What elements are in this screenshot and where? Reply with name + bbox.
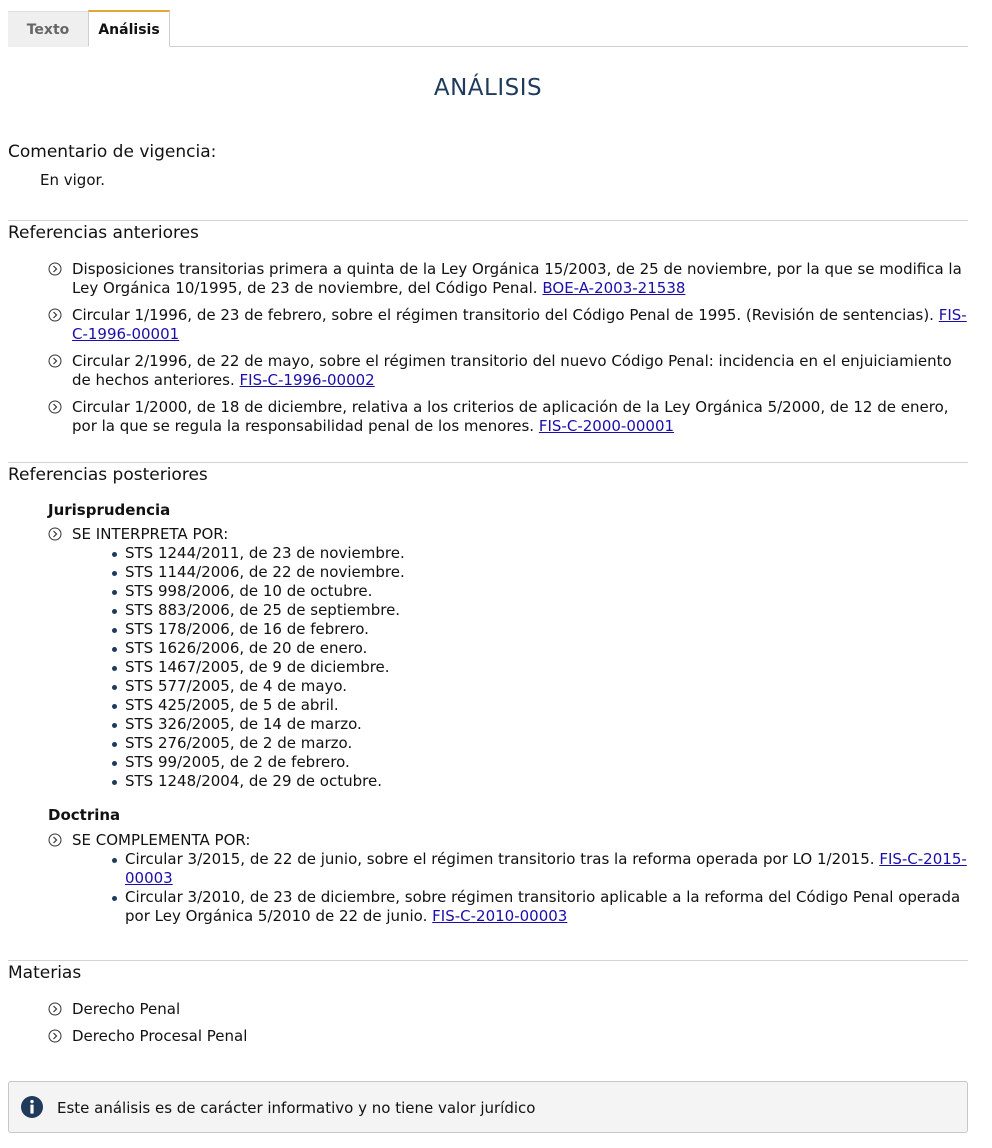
sentencia-item: STS 883/2006, de 25 de septiembre. xyxy=(112,601,968,620)
sentencia-item: STS 1244/2011, de 23 de noviembre. xyxy=(112,544,968,563)
list-item xyxy=(48,260,968,298)
sentencia-item: STS 276/2005, de 2 de marzo. xyxy=(112,734,968,753)
section-title: Referencias posteriores xyxy=(8,465,208,485)
chevron-circle-icon xyxy=(48,262,62,276)
section-title: Referencias anteriores xyxy=(8,223,199,243)
reference-text: Disposiciones transitorias primera a quinta de la Ley Orgánica 15/2003, de 25 de noviembre, por la que se modifica la Ley Orgánica 10/1995, de 23 de noviembre, del Código Penal. xyxy=(72,260,962,297)
referencias-anteriores-list xyxy=(8,260,968,436)
section-referencias-posteriores xyxy=(8,462,968,926)
section-title: Materias xyxy=(8,963,82,983)
chevron-circle-icon xyxy=(48,308,62,322)
list-item xyxy=(48,831,968,926)
list-item xyxy=(48,1000,968,1019)
list-item xyxy=(48,1027,968,1046)
sentencia-item: STS 99/2005, de 2 de febrero. xyxy=(112,753,968,772)
sentencias-list xyxy=(72,544,968,791)
doctrina-text: Circular 3/2015, de 22 de junio, sobre el régimen transitorio tras la reforma operada por LO 1/2015. xyxy=(125,850,875,868)
section-materias xyxy=(8,960,968,1046)
vigencia-value: En vigor. xyxy=(40,171,106,189)
sentencia-item: STS 577/2005, de 4 de mayo. xyxy=(112,677,968,696)
tab-bar xyxy=(8,0,968,47)
list-item xyxy=(48,398,968,436)
sentencia-item: STS 1248/2004, de 29 de octubre. xyxy=(112,772,968,791)
reference-text: Circular 1/1996, de 23 de febrero, sobre el régimen transitorio del Código Penal de 1995. (Revisión de sentencias). xyxy=(72,306,934,324)
chevron-circle-icon xyxy=(48,1029,62,1043)
list-item xyxy=(48,306,968,344)
section-referencias-anteriores xyxy=(8,220,968,436)
jurisprudencia-list xyxy=(8,525,968,791)
list-item xyxy=(112,850,968,888)
materias-list xyxy=(8,1000,968,1046)
materia-label: Derecho Penal xyxy=(72,1000,181,1018)
chevron-circle-icon xyxy=(48,833,62,847)
relation-label: SE INTERPRETA POR: xyxy=(72,525,229,543)
sentencia-item: STS 1626/2006, de 20 de enero. xyxy=(112,639,968,658)
doctrina-link[interactable]: FIS-C-2010-00003 xyxy=(432,907,568,925)
vigencia-label: Comentario de vigencia: xyxy=(8,142,217,162)
reference-link[interactable]: BOE-A-2003-21538 xyxy=(542,279,686,297)
info-icon xyxy=(20,1095,44,1119)
jurisprudencia-heading: Jurisprudencia xyxy=(48,501,171,519)
doctrina-link[interactable]: FIS-C-2015-00003 xyxy=(125,850,967,887)
notice-text: Este análisis es de carácter informativo y no tiene valor jurídico xyxy=(57,1099,536,1117)
circulares-list xyxy=(72,850,968,926)
sentencia-item: STS 998/2006, de 10 de octubre. xyxy=(112,582,968,601)
reference-link[interactable]: FIS-C-2000-00001 xyxy=(538,417,675,435)
page-title: ANÁLISIS xyxy=(433,75,543,101)
tab-texto[interactable]: Texto xyxy=(8,11,88,47)
sentencia-item: STS 1144/2006, de 22 de noviembre. xyxy=(112,563,968,582)
list-item xyxy=(48,352,968,390)
relation-label: SE COMPLEMENTA POR: xyxy=(72,831,251,849)
chevron-circle-icon xyxy=(48,1002,62,1016)
reference-link[interactable]: FIS-C-1996-00001 xyxy=(72,306,967,343)
page-container xyxy=(8,0,968,1117)
chevron-circle-icon xyxy=(48,400,62,414)
sentencia-item: STS 1467/2005, de 9 de diciembre. xyxy=(112,658,968,677)
doctrina-list xyxy=(8,831,968,926)
list-item xyxy=(112,888,968,926)
reference-link[interactable]: FIS-C-1996-00002 xyxy=(239,371,375,389)
info-notice xyxy=(8,1081,968,1133)
tab-analisis[interactable]: Análisis xyxy=(88,10,170,47)
reference-text: Circular 1/2000, de 18 de diciembre, relativa a los criterios de aplicación de la Ley Orgánica 5/2000, de 12 de enero, por la que se regula la responsabilidad penal de los menores. xyxy=(72,398,949,435)
sentencia-item: STS 178/2006, de 16 de febrero. xyxy=(112,620,968,639)
reference-text: Circular 2/1996, de 22 de mayo, sobre el régimen transitorio del nuevo Código Penal: incidencia en el enjuiciamiento de hechos anteriores. xyxy=(72,352,952,389)
chevron-circle-icon xyxy=(48,354,62,368)
doctrina-heading: Doctrina xyxy=(48,806,121,824)
materia-label: Derecho Procesal Penal xyxy=(72,1027,248,1045)
sentencia-item: STS 326/2005, de 14 de marzo. xyxy=(112,715,968,734)
chevron-circle-icon xyxy=(48,527,62,541)
list-item xyxy=(48,525,968,791)
doctrina-text: Circular 3/2010, de 23 de diciembre, sobre régimen transitorio aplicable a la reforma del Código Penal operada por Ley Orgánica 5/2010 de 22 de junio. xyxy=(125,888,961,925)
sentencia-item: STS 425/2005, de 5 de abril. xyxy=(112,696,968,715)
